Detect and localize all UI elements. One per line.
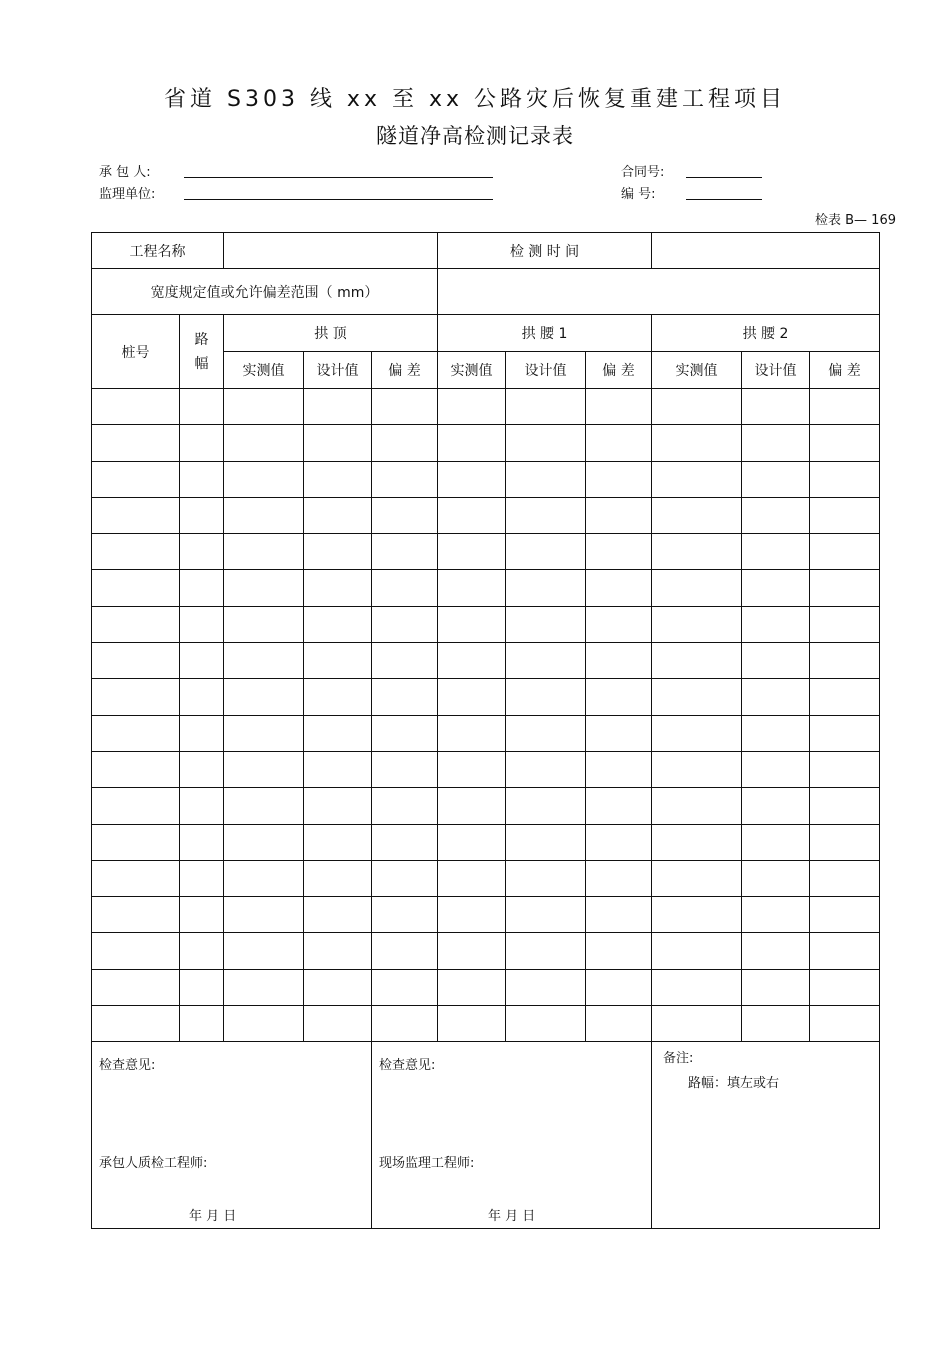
serial-no-field[interactable]	[686, 199, 762, 200]
data-cell[interactable]	[438, 933, 506, 969]
data-cell[interactable]	[742, 824, 810, 860]
table-row	[92, 897, 880, 933]
data-cell[interactable]	[742, 679, 810, 715]
data-cell[interactable]	[586, 461, 652, 497]
subheader-deviation: 偏 差	[810, 352, 880, 389]
data-cell[interactable]	[810, 570, 880, 606]
subheader-measured: 实测值	[438, 352, 506, 389]
data-cell[interactable]	[506, 643, 586, 679]
data-cell[interactable]	[372, 897, 438, 933]
data-cell[interactable]	[180, 679, 224, 715]
data-cell[interactable]	[506, 751, 586, 787]
data-cell[interactable]	[810, 933, 880, 969]
table-row	[92, 860, 880, 896]
data-cell[interactable]	[652, 643, 742, 679]
data-cell[interactable]	[742, 715, 810, 751]
data-cell[interactable]	[810, 534, 880, 570]
data-cell[interactable]	[438, 570, 506, 606]
data-cell[interactable]	[506, 425, 586, 461]
data-cell[interactable]	[92, 897, 180, 933]
data-cell[interactable]	[304, 606, 372, 642]
data-cell[interactable]	[810, 606, 880, 642]
subheader-measured: 实测值	[652, 352, 742, 389]
data-cell[interactable]	[810, 679, 880, 715]
data-cell[interactable]	[652, 788, 742, 824]
data-cell[interactable]	[372, 969, 438, 1005]
data-cell[interactable]	[372, 788, 438, 824]
data-cell[interactable]	[810, 389, 880, 425]
data-cell[interactable]	[742, 860, 810, 896]
data-cell[interactable]	[180, 461, 224, 497]
table-row	[92, 679, 880, 715]
data-cell[interactable]	[742, 933, 810, 969]
data-cell[interactable]	[438, 425, 506, 461]
data-cell[interactable]	[586, 715, 652, 751]
group-header-haunch-1: 拱 腰 1	[438, 315, 652, 352]
data-cell[interactable]	[742, 534, 810, 570]
contractor-field[interactable]	[184, 177, 493, 178]
remarks-text: 路幅：填左或右	[688, 1076, 780, 1092]
group-header-haunch-2: 拱 腰 2	[652, 315, 880, 352]
data-cell[interactable]	[438, 969, 506, 1005]
data-cell[interactable]	[810, 897, 880, 933]
table-row	[92, 1006, 880, 1042]
data-cell[interactable]	[180, 969, 224, 1005]
data-cell[interactable]	[224, 679, 304, 715]
supervisor-engineer-label: 现场监理工程师:	[379, 1156, 475, 1172]
data-cell[interactable]	[652, 897, 742, 933]
project-name-cell[interactable]	[224, 233, 438, 269]
table-row	[92, 425, 880, 461]
data-cell[interactable]	[304, 1006, 372, 1042]
data-cell[interactable]	[742, 788, 810, 824]
remarks-label: 备注:	[663, 1051, 694, 1067]
data-cell[interactable]	[742, 606, 810, 642]
data-cell[interactable]	[742, 389, 810, 425]
data-cell[interactable]	[180, 570, 224, 606]
data-cell[interactable]	[506, 860, 586, 896]
data-cell[interactable]	[652, 497, 742, 533]
data-cell[interactable]	[586, 643, 652, 679]
data-cell[interactable]	[224, 1006, 304, 1042]
test-time-cell[interactable]	[652, 233, 880, 269]
data-cell[interactable]	[92, 824, 180, 860]
serial-no-label: 编 号:	[621, 187, 656, 202]
data-cell[interactable]	[438, 606, 506, 642]
data-cell[interactable]	[586, 679, 652, 715]
data-cell[interactable]	[92, 788, 180, 824]
data-cell[interactable]	[438, 461, 506, 497]
data-cell[interactable]	[304, 534, 372, 570]
data-cell[interactable]	[586, 497, 652, 533]
data-cell[interactable]	[506, 824, 586, 860]
data-cell[interactable]	[180, 606, 224, 642]
data-cell[interactable]	[224, 606, 304, 642]
data-cell[interactable]	[372, 606, 438, 642]
data-cell[interactable]	[180, 715, 224, 751]
data-cell[interactable]	[92, 389, 180, 425]
data-cell[interactable]	[652, 606, 742, 642]
data-cell[interactable]	[180, 1006, 224, 1042]
data-cell[interactable]	[304, 860, 372, 896]
data-cell[interactable]	[810, 461, 880, 497]
data-cell[interactable]	[506, 788, 586, 824]
data-cell[interactable]	[92, 751, 180, 787]
document-title: 省道 S303 线 xx 至 xx 公路灾后恢复重建工程项目	[164, 87, 786, 112]
data-cell[interactable]	[180, 751, 224, 787]
subheader-design: 设计值	[506, 352, 586, 389]
subheader-design: 设计值	[742, 352, 810, 389]
data-cell[interactable]	[224, 497, 304, 533]
data-cell[interactable]	[224, 389, 304, 425]
data-cell[interactable]	[586, 897, 652, 933]
data-cell[interactable]	[92, 534, 180, 570]
data-cell[interactable]	[180, 860, 224, 896]
data-cell[interactable]	[742, 969, 810, 1005]
table-row	[92, 788, 880, 824]
form-number: 检表 B— 169	[815, 213, 896, 228]
data-cell[interactable]	[438, 534, 506, 570]
data-cell[interactable]	[652, 425, 742, 461]
data-cell[interactable]	[224, 788, 304, 824]
contractor-label: 承 包 人:	[99, 165, 151, 180]
data-cell[interactable]	[304, 788, 372, 824]
data-cell[interactable]	[92, 1006, 180, 1042]
pile-no-header: 桩号	[92, 315, 180, 389]
opinion-label-supervisor: 检查意见:	[379, 1058, 436, 1074]
project-name-label: 工程名称	[92, 233, 224, 269]
data-cell[interactable]	[180, 534, 224, 570]
table-row	[92, 969, 880, 1005]
data-cell[interactable]	[304, 425, 372, 461]
data-cell[interactable]	[224, 715, 304, 751]
data-cell[interactable]	[506, 1006, 586, 1042]
width-spec-cell[interactable]	[438, 269, 880, 315]
data-cell[interactable]	[438, 751, 506, 787]
data-cell[interactable]	[506, 534, 586, 570]
table-row	[92, 606, 880, 642]
remarks-box[interactable]	[652, 1042, 880, 1229]
subheader-deviation: 偏 差	[372, 352, 438, 389]
contractor-opinion-box[interactable]	[92, 1042, 372, 1229]
data-cell[interactable]	[372, 534, 438, 570]
data-cell[interactable]	[92, 715, 180, 751]
width-spec-label: 宽度规定值或允许偏差范围（ mm）	[92, 269, 438, 315]
data-cell[interactable]	[180, 824, 224, 860]
data-cell[interactable]	[742, 1006, 810, 1042]
data-cell[interactable]	[652, 1006, 742, 1042]
data-cell[interactable]	[304, 497, 372, 533]
data-cell[interactable]	[304, 969, 372, 1005]
record-table	[91, 232, 880, 1229]
subheader-measured: 实测值	[224, 352, 304, 389]
data-cell[interactable]	[224, 570, 304, 606]
data-cell[interactable]	[92, 606, 180, 642]
data-cell[interactable]	[652, 389, 742, 425]
data-cell[interactable]	[92, 933, 180, 969]
data-cell[interactable]	[372, 1006, 438, 1042]
table-row	[92, 643, 880, 679]
data-cell[interactable]	[652, 534, 742, 570]
subheader-design: 设计值	[304, 352, 372, 389]
supervisor-label: 监理单位:	[99, 187, 156, 202]
data-cell[interactable]	[438, 497, 506, 533]
data-cell[interactable]	[652, 860, 742, 896]
data-cell[interactable]	[810, 715, 880, 751]
data-cell[interactable]	[506, 389, 586, 425]
data-cell[interactable]	[586, 824, 652, 860]
data-cell[interactable]	[586, 570, 652, 606]
contract-no-field[interactable]	[686, 177, 762, 178]
data-cell[interactable]	[304, 389, 372, 425]
data-cell[interactable]	[180, 897, 224, 933]
data-cell[interactable]	[742, 497, 810, 533]
data-cell[interactable]	[372, 679, 438, 715]
data-cell[interactable]	[304, 897, 372, 933]
data-cell[interactable]	[372, 497, 438, 533]
table-row	[92, 534, 880, 570]
data-cell[interactable]	[92, 643, 180, 679]
data-cell[interactable]	[652, 751, 742, 787]
group-header-crown: 拱 顶	[224, 315, 438, 352]
supervisor-date: 年 月 日	[488, 1209, 536, 1225]
data-cell[interactable]	[586, 606, 652, 642]
data-cell[interactable]	[810, 860, 880, 896]
data-cell[interactable]	[506, 969, 586, 1005]
data-cell[interactable]	[180, 497, 224, 533]
data-cell[interactable]	[506, 497, 586, 533]
data-cell[interactable]	[224, 461, 304, 497]
supervisor-opinion-box[interactable]	[372, 1042, 652, 1229]
data-cell[interactable]	[372, 389, 438, 425]
data-cell[interactable]	[586, 389, 652, 425]
data-cell[interactable]	[506, 715, 586, 751]
data-cell[interactable]	[92, 860, 180, 896]
data-cell[interactable]	[92, 497, 180, 533]
data-cell[interactable]	[652, 570, 742, 606]
table-row	[92, 497, 880, 533]
data-cell[interactable]	[224, 860, 304, 896]
data-cell[interactable]	[224, 534, 304, 570]
data-cell[interactable]	[652, 969, 742, 1005]
data-cell[interactable]	[810, 788, 880, 824]
data-cell[interactable]	[372, 715, 438, 751]
data-cell[interactable]	[304, 461, 372, 497]
data-cell[interactable]	[810, 1006, 880, 1042]
data-cell[interactable]	[586, 969, 652, 1005]
contractor-date: 年 月 日	[189, 1209, 237, 1225]
data-cell[interactable]	[438, 860, 506, 896]
road-width-header: 路幅	[180, 315, 224, 389]
data-cell[interactable]	[372, 751, 438, 787]
data-cell[interactable]	[224, 969, 304, 1005]
data-cell[interactable]	[304, 643, 372, 679]
supervisor-field[interactable]	[184, 199, 493, 200]
data-cell[interactable]	[372, 570, 438, 606]
data-cell[interactable]	[810, 643, 880, 679]
data-cell[interactable]	[304, 570, 372, 606]
table-row	[92, 715, 880, 751]
data-cell[interactable]	[742, 643, 810, 679]
data-cell[interactable]	[652, 679, 742, 715]
table-row	[92, 570, 880, 606]
data-cell[interactable]	[92, 461, 180, 497]
data-cell[interactable]	[92, 679, 180, 715]
data-cell[interactable]	[304, 751, 372, 787]
data-cell[interactable]	[742, 570, 810, 606]
data-cell[interactable]	[372, 461, 438, 497]
data-cell[interactable]	[586, 1006, 652, 1042]
data-cell[interactable]	[506, 606, 586, 642]
data-cell[interactable]	[372, 860, 438, 896]
data-cell[interactable]	[224, 643, 304, 679]
data-cell[interactable]	[224, 933, 304, 969]
data-cell[interactable]	[506, 570, 586, 606]
data-cell[interactable]	[180, 389, 224, 425]
data-cell[interactable]	[742, 425, 810, 461]
data-cell[interactable]	[586, 933, 652, 969]
data-cell[interactable]	[810, 824, 880, 860]
data-cell[interactable]	[224, 824, 304, 860]
table-row	[92, 461, 880, 497]
data-cell[interactable]	[92, 570, 180, 606]
subheader-deviation: 偏 差	[586, 352, 652, 389]
data-cell[interactable]	[438, 1006, 506, 1042]
data-cell[interactable]	[506, 679, 586, 715]
data-cell[interactable]	[586, 751, 652, 787]
contractor-engineer-label: 承包人质检工程师:	[99, 1156, 208, 1172]
opinion-label-contractor: 检查意见:	[99, 1058, 156, 1074]
table-row	[92, 824, 880, 860]
data-cell[interactable]	[438, 715, 506, 751]
data-cell[interactable]	[810, 425, 880, 461]
data-cell[interactable]	[372, 933, 438, 969]
table-row	[92, 933, 880, 969]
table-row	[92, 389, 880, 425]
data-cell[interactable]	[438, 643, 506, 679]
data-cell[interactable]	[180, 933, 224, 969]
data-cell[interactable]	[506, 461, 586, 497]
form-title: 隧道净高检测记录表	[376, 124, 574, 148]
data-cell[interactable]	[742, 897, 810, 933]
test-time-label: 检 测 时 间	[438, 233, 652, 269]
data-cell[interactable]	[224, 751, 304, 787]
data-cell[interactable]	[586, 788, 652, 824]
data-cell[interactable]	[652, 715, 742, 751]
data-cell[interactable]	[652, 933, 742, 969]
data-cell[interactable]	[304, 933, 372, 969]
data-cell[interactable]	[304, 824, 372, 860]
data-cell[interactable]	[810, 497, 880, 533]
data-cell[interactable]	[506, 897, 586, 933]
data-cell[interactable]	[586, 860, 652, 896]
data-cell[interactable]	[92, 425, 180, 461]
data-cell[interactable]	[652, 824, 742, 860]
data-cell[interactable]	[586, 534, 652, 570]
contract-no-label: 合同号:	[621, 165, 665, 180]
data-cell[interactable]	[224, 425, 304, 461]
data-cell[interactable]	[438, 824, 506, 860]
data-cell[interactable]	[224, 897, 304, 933]
data-cell[interactable]	[506, 933, 586, 969]
data-cell[interactable]	[742, 461, 810, 497]
data-cell[interactable]	[372, 425, 438, 461]
data-cell[interactable]	[652, 461, 742, 497]
data-cell[interactable]	[438, 897, 506, 933]
data-cell[interactable]	[810, 751, 880, 787]
data-cell[interactable]	[372, 643, 438, 679]
data-cell[interactable]	[372, 824, 438, 860]
data-cell[interactable]	[92, 969, 180, 1005]
data-cell[interactable]	[304, 679, 372, 715]
data-cell[interactable]	[180, 788, 224, 824]
data-cell[interactable]	[180, 425, 224, 461]
data-cell[interactable]	[180, 643, 224, 679]
data-cell[interactable]	[438, 389, 506, 425]
data-cell[interactable]	[438, 788, 506, 824]
data-cell[interactable]	[586, 425, 652, 461]
data-cell[interactable]	[810, 969, 880, 1005]
data-cell[interactable]	[742, 751, 810, 787]
data-cell[interactable]	[304, 715, 372, 751]
data-cell[interactable]	[438, 679, 506, 715]
table-row	[92, 751, 880, 787]
